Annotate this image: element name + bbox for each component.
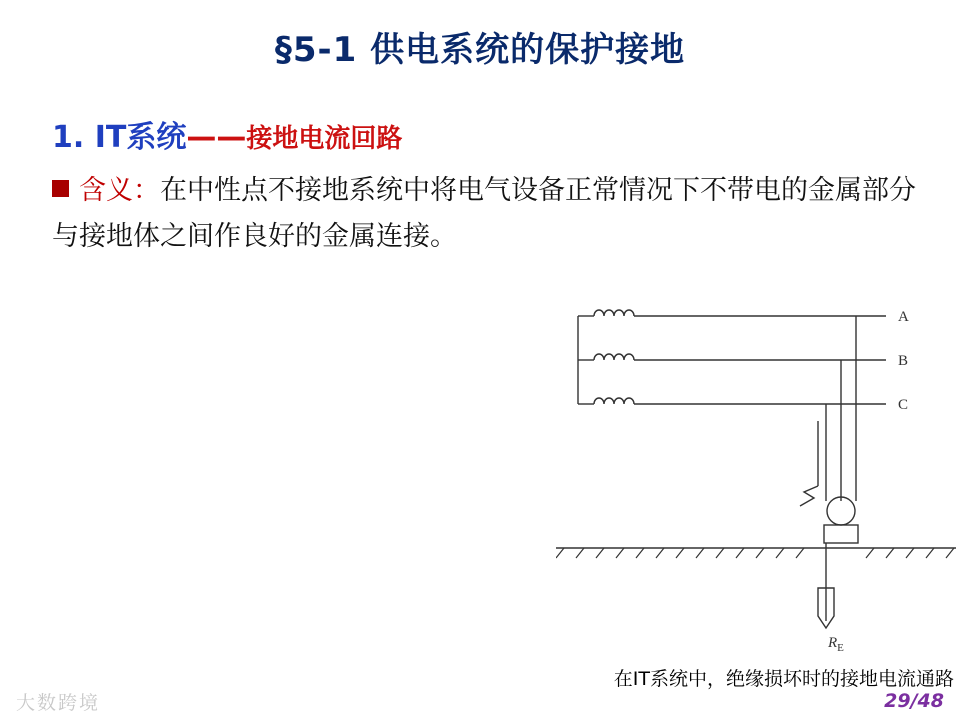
it-system-diagram bbox=[556, 296, 956, 656]
phase-label-c: C bbox=[898, 397, 909, 413]
section-heading bbox=[52, 112, 402, 156]
motor-base bbox=[824, 525, 858, 543]
fault-arrow bbox=[800, 486, 818, 506]
diagram-caption: 在IT系统中，绝缘损坏时的接地电流通路 bbox=[613, 668, 954, 690]
heading-subtitle: 接地电流回路 bbox=[246, 124, 403, 154]
phase-label-b: B bbox=[898, 353, 909, 369]
ground-resistor-letter: R bbox=[828, 635, 838, 651]
bullet-square-icon bbox=[52, 180, 69, 197]
ground-resistor-label bbox=[827, 635, 844, 654]
ground-hatching bbox=[556, 548, 954, 558]
bullet-term: 含义 bbox=[79, 175, 133, 206]
slide-title: §5-1 供电系统的保护接地 bbox=[274, 30, 686, 70]
coil-a bbox=[578, 310, 886, 316]
motor-symbol bbox=[827, 497, 855, 525]
coil-b bbox=[578, 354, 886, 360]
ground-resistor-subscript: E bbox=[837, 642, 844, 654]
bullet-colon: ： bbox=[133, 175, 160, 206]
heading-dash: —— bbox=[186, 120, 247, 155]
phase-label-a: A bbox=[898, 309, 909, 325]
coil-c bbox=[578, 398, 886, 404]
page-number: 29/48 bbox=[884, 690, 944, 712]
heading-system: IT系统 bbox=[94, 120, 187, 155]
definition-bullet bbox=[52, 168, 922, 260]
heading-number: 1. bbox=[52, 120, 85, 155]
bullet-text: 在中性点不接地系统中将电气设备正常情况下不带电的金属部分与接地体之间作良好的金属连接。 bbox=[52, 175, 916, 252]
watermark: 大数跨境 bbox=[16, 692, 101, 714]
